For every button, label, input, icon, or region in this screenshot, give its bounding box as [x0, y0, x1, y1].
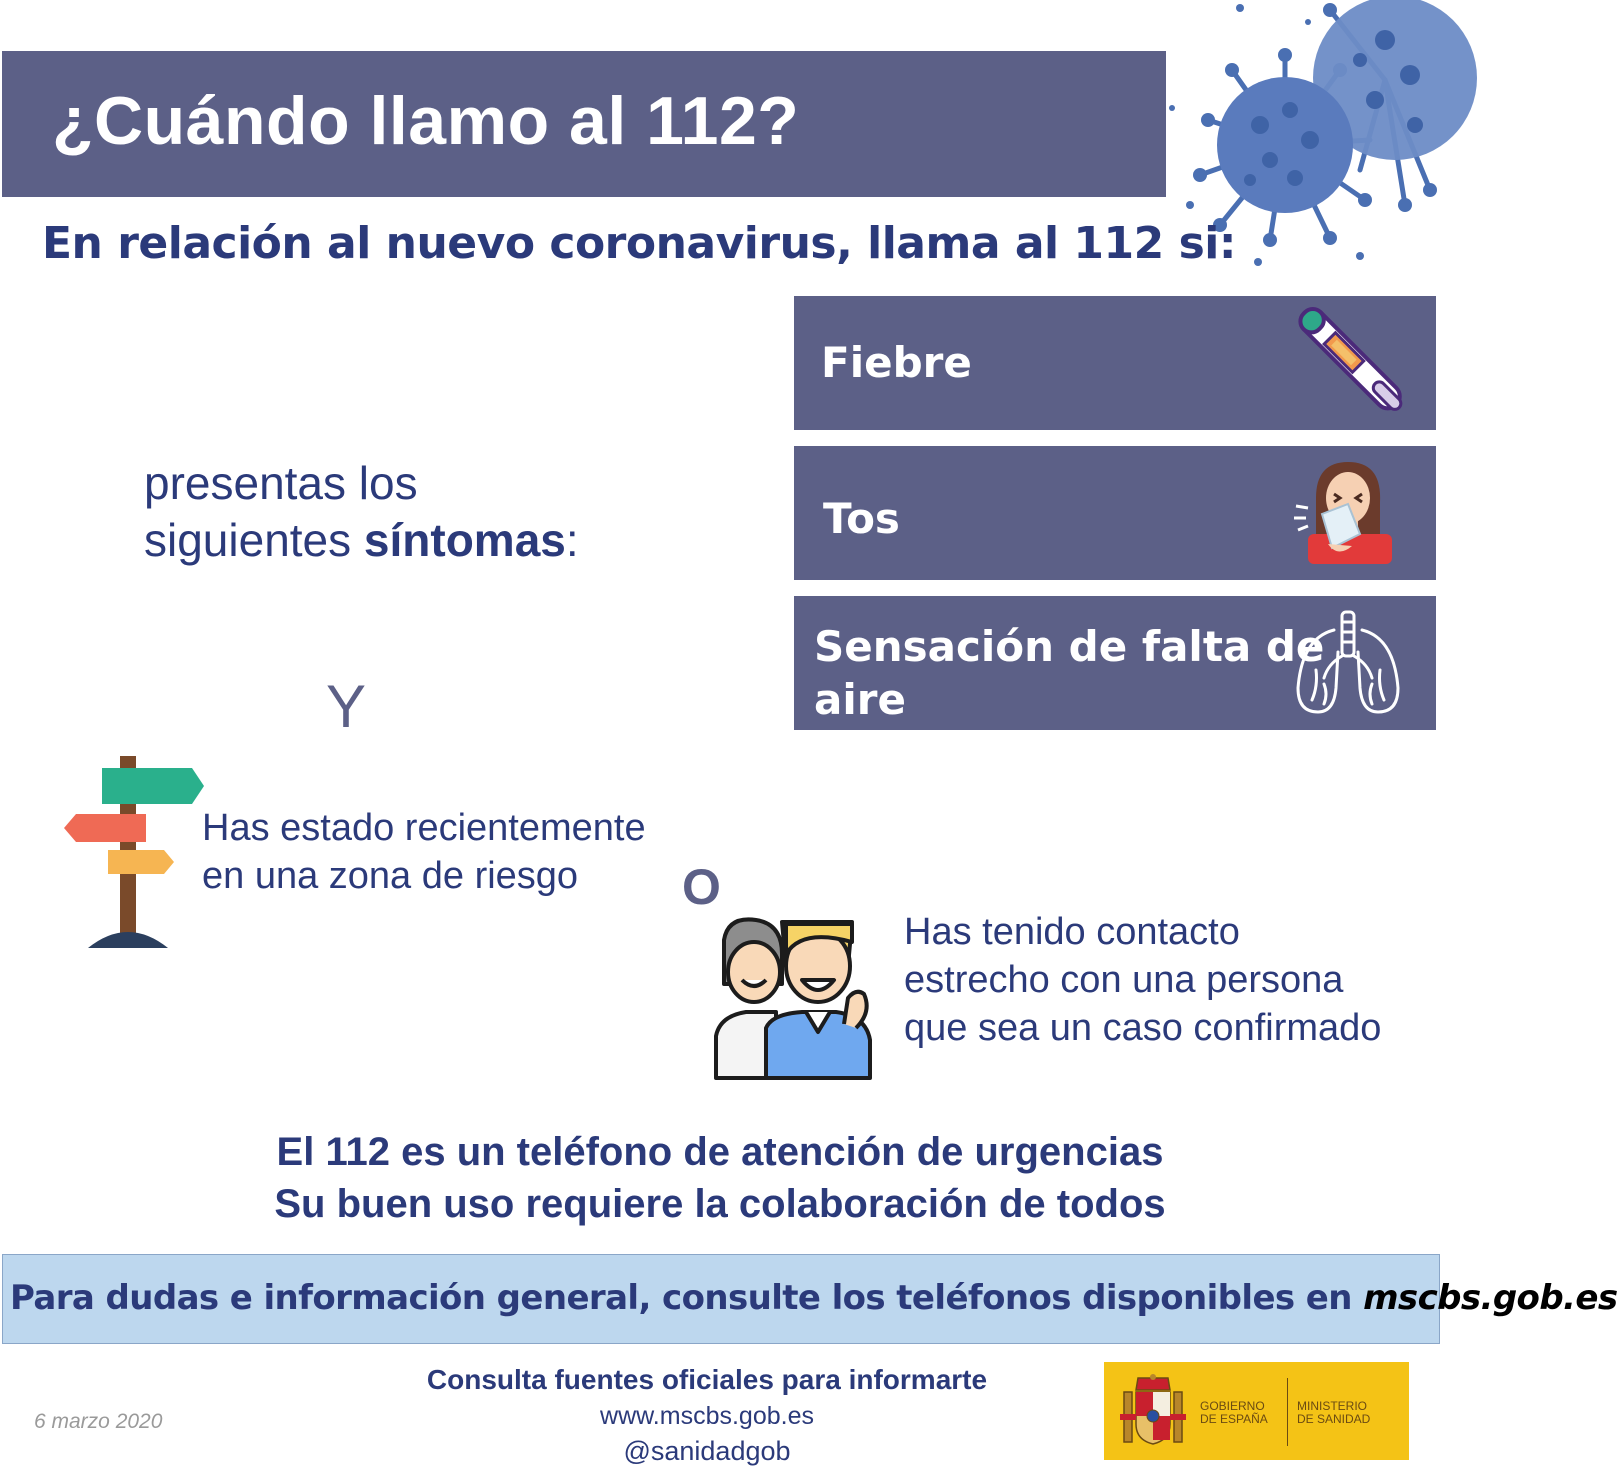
- symptoms-intro: [144, 455, 579, 569]
- conjunction-or: O: [682, 859, 721, 915]
- footer-heading: Consulta fuentes oficiales para informarte: [426, 1364, 988, 1395]
- symptoms-intro-prefix: siguientes: [144, 514, 364, 566]
- symptom-card-cough: [794, 446, 1436, 580]
- symptom-label-breath-line2: aire: [814, 675, 906, 724]
- emergency-note: [0, 1126, 1440, 1230]
- government-logo: [1104, 1362, 1409, 1460]
- info-bar-text: [10, 1278, 1617, 1318]
- logo-government-line2: DE ESPAÑA: [1200, 1412, 1268, 1426]
- close-contact-line3: que sea un caso confirmado: [904, 1007, 1382, 1049]
- logo-government-text: [1200, 1400, 1268, 1426]
- symptom-label-cough: Tos: [823, 494, 900, 543]
- info-bar-site-link[interactable]: mscbs.gob.es: [1363, 1278, 1617, 1318]
- symptom-card-breath: [794, 596, 1436, 730]
- logo-ministry-line2: DE SANIDAD: [1297, 1412, 1371, 1426]
- close-contact-line1: Has tenido contacto: [904, 911, 1240, 953]
- coat-of-arms-icon: [1118, 1374, 1188, 1448]
- symptoms-intro-bold: síntomas: [363, 514, 566, 566]
- risk-zone-text: [202, 804, 646, 900]
- symptom-card-fever: [794, 296, 1436, 430]
- thermometer-icon: [1290, 302, 1412, 420]
- symptom-label-breath-line1: Sensación de falta de: [814, 622, 1325, 671]
- coughing-person-icon: [1294, 458, 1398, 564]
- close-contact-line2: estrecho con una persona: [904, 959, 1344, 1001]
- emergency-note-line2: Su buen uso requiere la colaboración de todos: [274, 1182, 1166, 1226]
- close-contact-icon: [706, 914, 878, 1084]
- symptoms-intro-line2: [144, 512, 579, 569]
- symptom-label-fever: Fiebre: [821, 338, 972, 387]
- risk-zone-line2: en una zona de riesgo: [202, 855, 579, 897]
- subtitle: En relación al nuevo coronavirus, llama al 112 si:: [42, 218, 1236, 269]
- risk-zone-line1: Has estado recientemente: [202, 807, 646, 849]
- info-bar-message: Para dudas e información general, consulte los teléfonos disponibles en: [10, 1278, 1364, 1318]
- signpost-icon: [60, 752, 210, 952]
- close-contact-text: [904, 908, 1381, 1052]
- symptom-label-breath: [814, 620, 1324, 726]
- lungs-icon: [1294, 608, 1404, 718]
- page-title: ¿Cuándo llamo al 112?: [52, 83, 800, 159]
- publication-date: 6 marzo 2020: [34, 1410, 163, 1433]
- logo-government-line1: GOBIERNO: [1200, 1399, 1265, 1413]
- footer-social-handle[interactable]: @sanidadgob: [623, 1436, 791, 1466]
- symptoms-intro-suffix: :: [565, 514, 579, 566]
- conjunction-and: Y: [326, 673, 367, 740]
- symptoms-intro-line1: presentas los: [144, 457, 418, 509]
- logo-ministry-line1: MINISTERIO: [1297, 1399, 1368, 1413]
- logo-ministry-text: [1297, 1400, 1370, 1426]
- emergency-note-line1: El 112 es un teléfono de atención de urgencias: [276, 1130, 1164, 1174]
- footer-website-link[interactable]: www.mscbs.gob.es: [600, 1402, 814, 1430]
